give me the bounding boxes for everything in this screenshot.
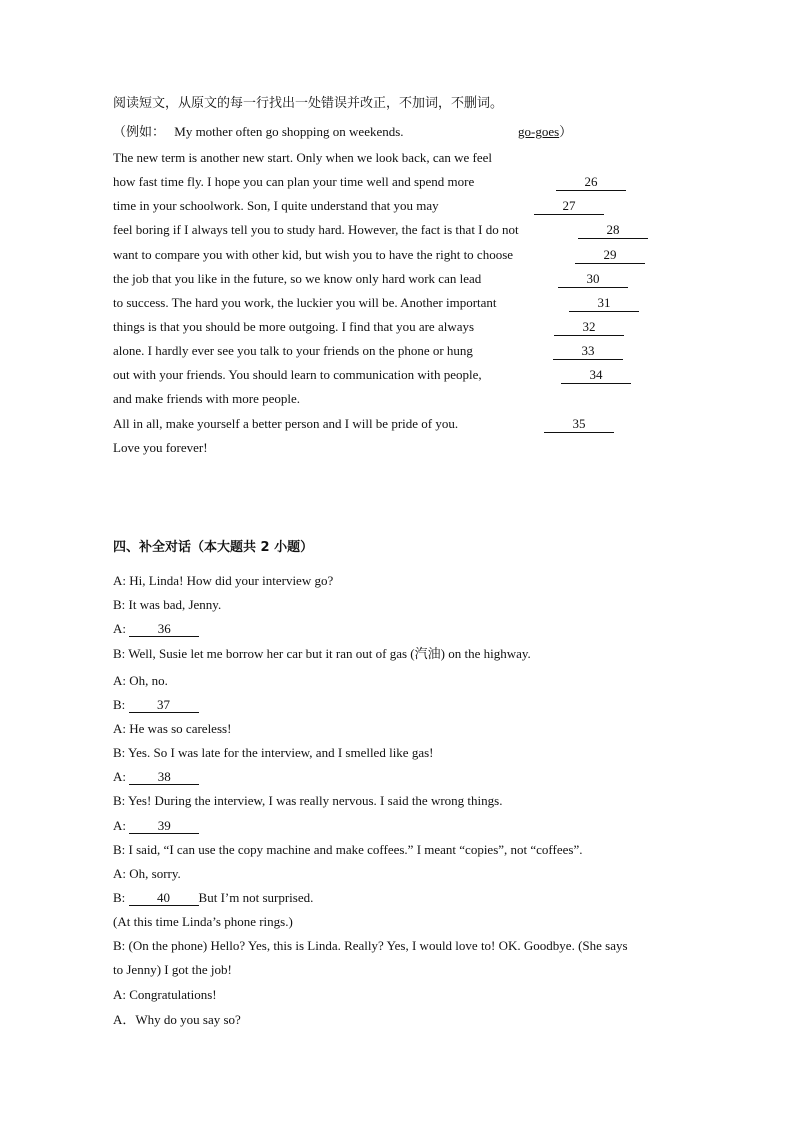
dialogue-text: But I’m not surprised. [198, 890, 314, 905]
answer-blank-32[interactable]: 32 [554, 319, 624, 336]
dialogue-line-9 [113, 769, 199, 785]
example-sentence: My mother often go shopping on weekends. [174, 124, 404, 139]
passage-line-4: want to compare you with other kid, but wish you to have the right to choose [113, 247, 514, 262]
example-suffix: ） [559, 125, 573, 140]
answer-blank-39[interactable]: 39 [129, 819, 199, 834]
passage-line-3: feel boring if I always tell you to study hard. However, the fact is that I do not [113, 222, 519, 237]
dialogue-line-16: B: (On the phone) Hello? Yes, this is Linda. Really? Yes, I would love to! OK. Goodbye. (She says [113, 938, 628, 953]
answer-blank-40[interactable]: 40 [129, 891, 199, 906]
dialogue-line-7: A: He was so careless! [113, 721, 232, 736]
example-answer-line [518, 124, 572, 141]
passage-line-8: alone. I hardly ever see you talk to your friends on the phone or hung [113, 343, 473, 358]
answer-blank-30[interactable]: 30 [558, 271, 628, 288]
passage-line-0: The new term is another new start. Only when we look back, can we feel [113, 150, 493, 165]
answer-blank-26[interactable]: 26 [556, 174, 626, 191]
answer-blank-34[interactable]: 34 [561, 367, 631, 384]
example-prefix: （例如： [113, 125, 166, 140]
passage-line-6: to success. The hard you work, the luckier you will be. Another important [113, 295, 497, 310]
dialogue-line-3 [113, 621, 199, 637]
answer-blank-33[interactable]: 33 [553, 343, 623, 360]
dialogue-line-10: B: Yes! During the interview, I was really nervous. I said the wrong things. [113, 793, 503, 808]
answer-blank-31[interactable]: 31 [569, 295, 639, 312]
dialogue-line-6 [113, 697, 199, 713]
dialogue-text: B: Well, Susie let me borrow her car but it ran out of gas ( [113, 646, 415, 661]
passage-line-5: the job that you like in the future, so we know only hard work can lead [113, 271, 482, 286]
answer-blank-38[interactable]: 38 [129, 770, 199, 785]
dialogue-cjk-note: 汽油 [414, 647, 441, 662]
passage-line-12: Love you forever! [113, 440, 208, 455]
dialogue-line-8: B: Yes. So I was late for the interview, and I smelled like gas! [113, 745, 434, 760]
speaker-label: A: [113, 621, 130, 636]
speaker-label: B: [113, 697, 129, 712]
speaker-label: B: [113, 890, 129, 905]
dialogue-line-11 [113, 818, 199, 834]
section-title: 四、补全对话（本大题共 2 小题） [113, 540, 314, 555]
example-answer: go-goes [518, 124, 560, 139]
option-a: A．Why do you say so? [113, 1012, 241, 1027]
dialogue-line-12: B: I said, “I can use the copy machine and make coffees.” I meant “copies”, not “coffees”. [113, 842, 583, 857]
passage-line-7: things is that you should be more outgoing. I find that you are always [113, 319, 475, 334]
dialogue-line-14 [113, 890, 313, 906]
answer-blank-27[interactable]: 27 [534, 198, 604, 215]
passage-line-11: All in all, make yourself a better person and I will be pride of you. [113, 416, 459, 431]
passage-line-1: how fast time fly. I hope you can plan your time well and spend more [113, 174, 475, 189]
instruction: 阅读短文，从原文的每一行找出一处错误并改正，不加词，不删词。 [113, 96, 504, 111]
answer-blank-36[interactable]: 36 [129, 622, 199, 637]
dialogue-line-1: A: Hi, Linda! How did your interview go? [113, 573, 334, 588]
passage-line-10: and make friends with more people. [113, 391, 300, 406]
example-line [113, 124, 404, 141]
dialogue-line-2: B: It was bad, Jenny. [113, 597, 222, 612]
dialogue-line-17: to Jenny) I got the job! [113, 962, 232, 977]
dialogue-text: ) on the highway. [440, 646, 531, 661]
answer-blank-29[interactable]: 29 [575, 247, 645, 264]
dialogue-line-18: A: Congratulations! [113, 987, 217, 1002]
answer-blank-28[interactable]: 28 [578, 222, 648, 239]
dialogue-line-4 [113, 646, 531, 663]
passage-line-9: out with your friends. You should learn to communication with people, [113, 367, 482, 382]
dialogue-line-13: A: Oh, sorry. [113, 866, 181, 881]
answer-blank-37[interactable]: 37 [129, 698, 199, 713]
passage-line-2: time in your schoolwork. Son, I quite understand that you may [113, 198, 439, 213]
answer-blank-35[interactable]: 35 [544, 416, 614, 433]
speaker-label: A: [113, 769, 130, 784]
dialogue-line-15: (At this time Linda’s phone rings.) [113, 914, 293, 929]
speaker-label: A: [113, 818, 130, 833]
dialogue-line-5: A: Oh, no. [113, 673, 168, 688]
